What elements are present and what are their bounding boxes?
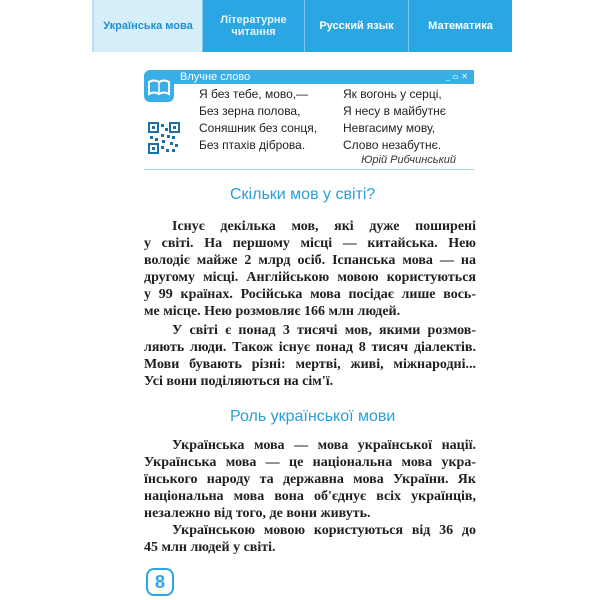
close-icon[interactable]: ✕ bbox=[461, 72, 468, 81]
poem-left-column bbox=[199, 86, 317, 154]
quote-title: Влучне слово bbox=[180, 71, 251, 83]
text-line: Мови бувають різні: мертві, живі, міжнародні... bbox=[144, 357, 476, 372]
text-line: ляють люди. Також існує понад 8 тисяч діалектів. bbox=[144, 340, 476, 355]
poem-line: Невгасиму мову, bbox=[343, 121, 436, 135]
text-line: 45 млн людей у світі. bbox=[144, 540, 276, 555]
tab-literary-reading[interactable]: Літературне читання bbox=[202, 0, 304, 52]
quote-header bbox=[174, 70, 474, 84]
tab-mathematics[interactable]: Математика bbox=[408, 0, 512, 52]
poem-line: Соняшник без сонця, bbox=[199, 121, 318, 135]
text-line: володіє майже 2 млрд осіб. Іспанська мова — на bbox=[144, 253, 476, 268]
minimize-icon[interactable]: _ bbox=[445, 72, 450, 81]
text-line: Існує декілька мов, які дуже поширені bbox=[172, 219, 476, 234]
text-line: їнського народу та державна мова України. Як bbox=[144, 472, 476, 487]
poem-line: Я без тебе, мово,— bbox=[199, 87, 309, 101]
poem-line: Я несу в майбутнє bbox=[343, 104, 446, 118]
page-number: 8 bbox=[146, 568, 174, 596]
subject-tabs bbox=[92, 0, 512, 52]
text-line: незалежно від того, де вони живуть. bbox=[144, 506, 371, 521]
qr-code-icon bbox=[148, 122, 180, 154]
poem-line: Слово незабутнє. bbox=[343, 138, 442, 152]
text-line: Усі вони поділяються на сім'ї. bbox=[144, 374, 334, 389]
text-line: Українською мовою користуються від 36 до bbox=[172, 523, 476, 538]
text-line: Українська мова — це національна мова укра- bbox=[144, 455, 476, 470]
book-icon bbox=[144, 70, 174, 102]
text-line: другому місці. Англійською мовою користуються bbox=[144, 270, 476, 285]
quote-box bbox=[144, 70, 474, 170]
paragraph bbox=[144, 322, 476, 390]
text-line: національна мова вона об'єднує всіх українців, bbox=[144, 489, 476, 504]
poem-line: Без птахів діброва. bbox=[199, 138, 306, 152]
text-line: ме місце. Нею розмовляє 166 млн людей. bbox=[144, 304, 401, 319]
poem-line: Без зерна полова, bbox=[199, 104, 301, 118]
window-controls bbox=[446, 72, 468, 82]
poem-right-column bbox=[343, 86, 446, 154]
text-line: у світі. На першому місці — китайська. Нею bbox=[144, 236, 476, 251]
text-line: Українська мова — мова української нації. bbox=[172, 438, 476, 453]
tab-ukrainian-language[interactable]: Українська мова bbox=[92, 0, 202, 52]
text-line: У світі є понад 3 тисячі мов, якими розмов- bbox=[172, 323, 476, 338]
section-heading-role: Роль української мови bbox=[230, 408, 396, 425]
poem-line: Як вогонь у серці, bbox=[343, 87, 442, 101]
maximize-icon[interactable]: ▫ bbox=[452, 72, 459, 81]
paragraph bbox=[144, 522, 476, 556]
quote-author: Юрій Рибчинський bbox=[361, 154, 456, 166]
paragraph bbox=[144, 218, 476, 320]
section-heading-languages: Скільки мов у світі? bbox=[230, 186, 376, 203]
text-line: у 99 країнах. Російська мова посідає лише вось- bbox=[144, 287, 476, 302]
paragraph bbox=[144, 437, 476, 522]
tab-russian-language[interactable]: Русский язык bbox=[304, 0, 408, 52]
